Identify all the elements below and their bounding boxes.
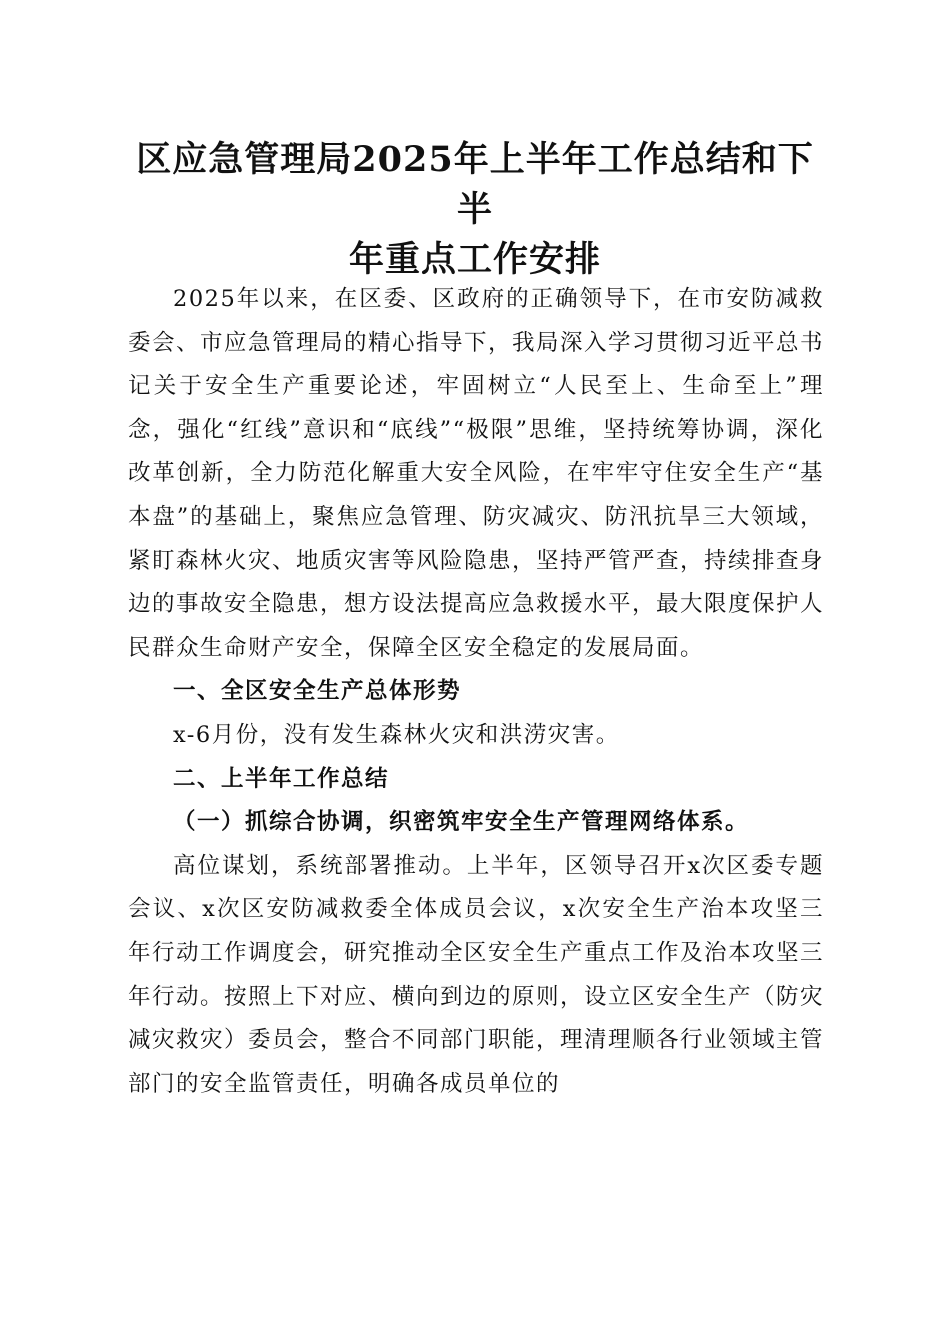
document-title [120,135,830,285]
subsection-heading-coordination: （一）抓综合协调，织密筑牢安全生产管理网络体系。 [173,809,750,836]
section-heading-overall-situation: 一、全区安全生产总体形势 [173,678,462,705]
document-body [128,278,824,1106]
section-heading-first-half-summary: 二、上半年工作总结 [173,765,390,792]
coordination-paragraph: 高位谋划，系统部署推动。上半年，区领导召开x次区委专题会议、x次区安防减救委全体成员会议，x次安全生产治本攻坚三年行动工作调度会，研究推动全区安全生产重点工作及治本攻坚三年行动。按照上下对应、横向到边的原则，设立区安全生产（防灾减灾救灾）委员会，整合不同部门职能，理清理顺各行业领域主管部门的安全监管责任，明确各成员单位的 [128,852,825,1097]
document-title-line-1: 区应急管理局2025年上半年工作总结和下半 [136,139,814,230]
intro-paragraph: 2025年以来，在区委、区政府的正确领导下，在市安防减救委会、市应急管理局的精心指导下，我局深入学习贯彻习近平总书记关于安全生产重要论述，牢固树立“人民至上、生命至上”理念，强化“红线”意识和“底线”“极限”思维，坚持统筹协调，深化改革创新，全力防范化解重大安全风险，在牢牢守住安全生产“基本盘”的基础上，聚焦应急管理、防灾减灾、防汛抗旱三大领域，紧盯森林火灾、地质灾害等风险隐患，坚持严管严查，持续排查身边的事故安全隐患，想方设法提高应急救援水平，最大限度保护人民群众生命财产安全，保障全区安全稳定的发展局面。 [128,286,825,661]
overall-situation-paragraph: x-6月份，没有发生森林火灾和洪涝灾害。 [173,721,620,748]
document-title-line-2: 年重点工作安排 [348,239,601,280]
